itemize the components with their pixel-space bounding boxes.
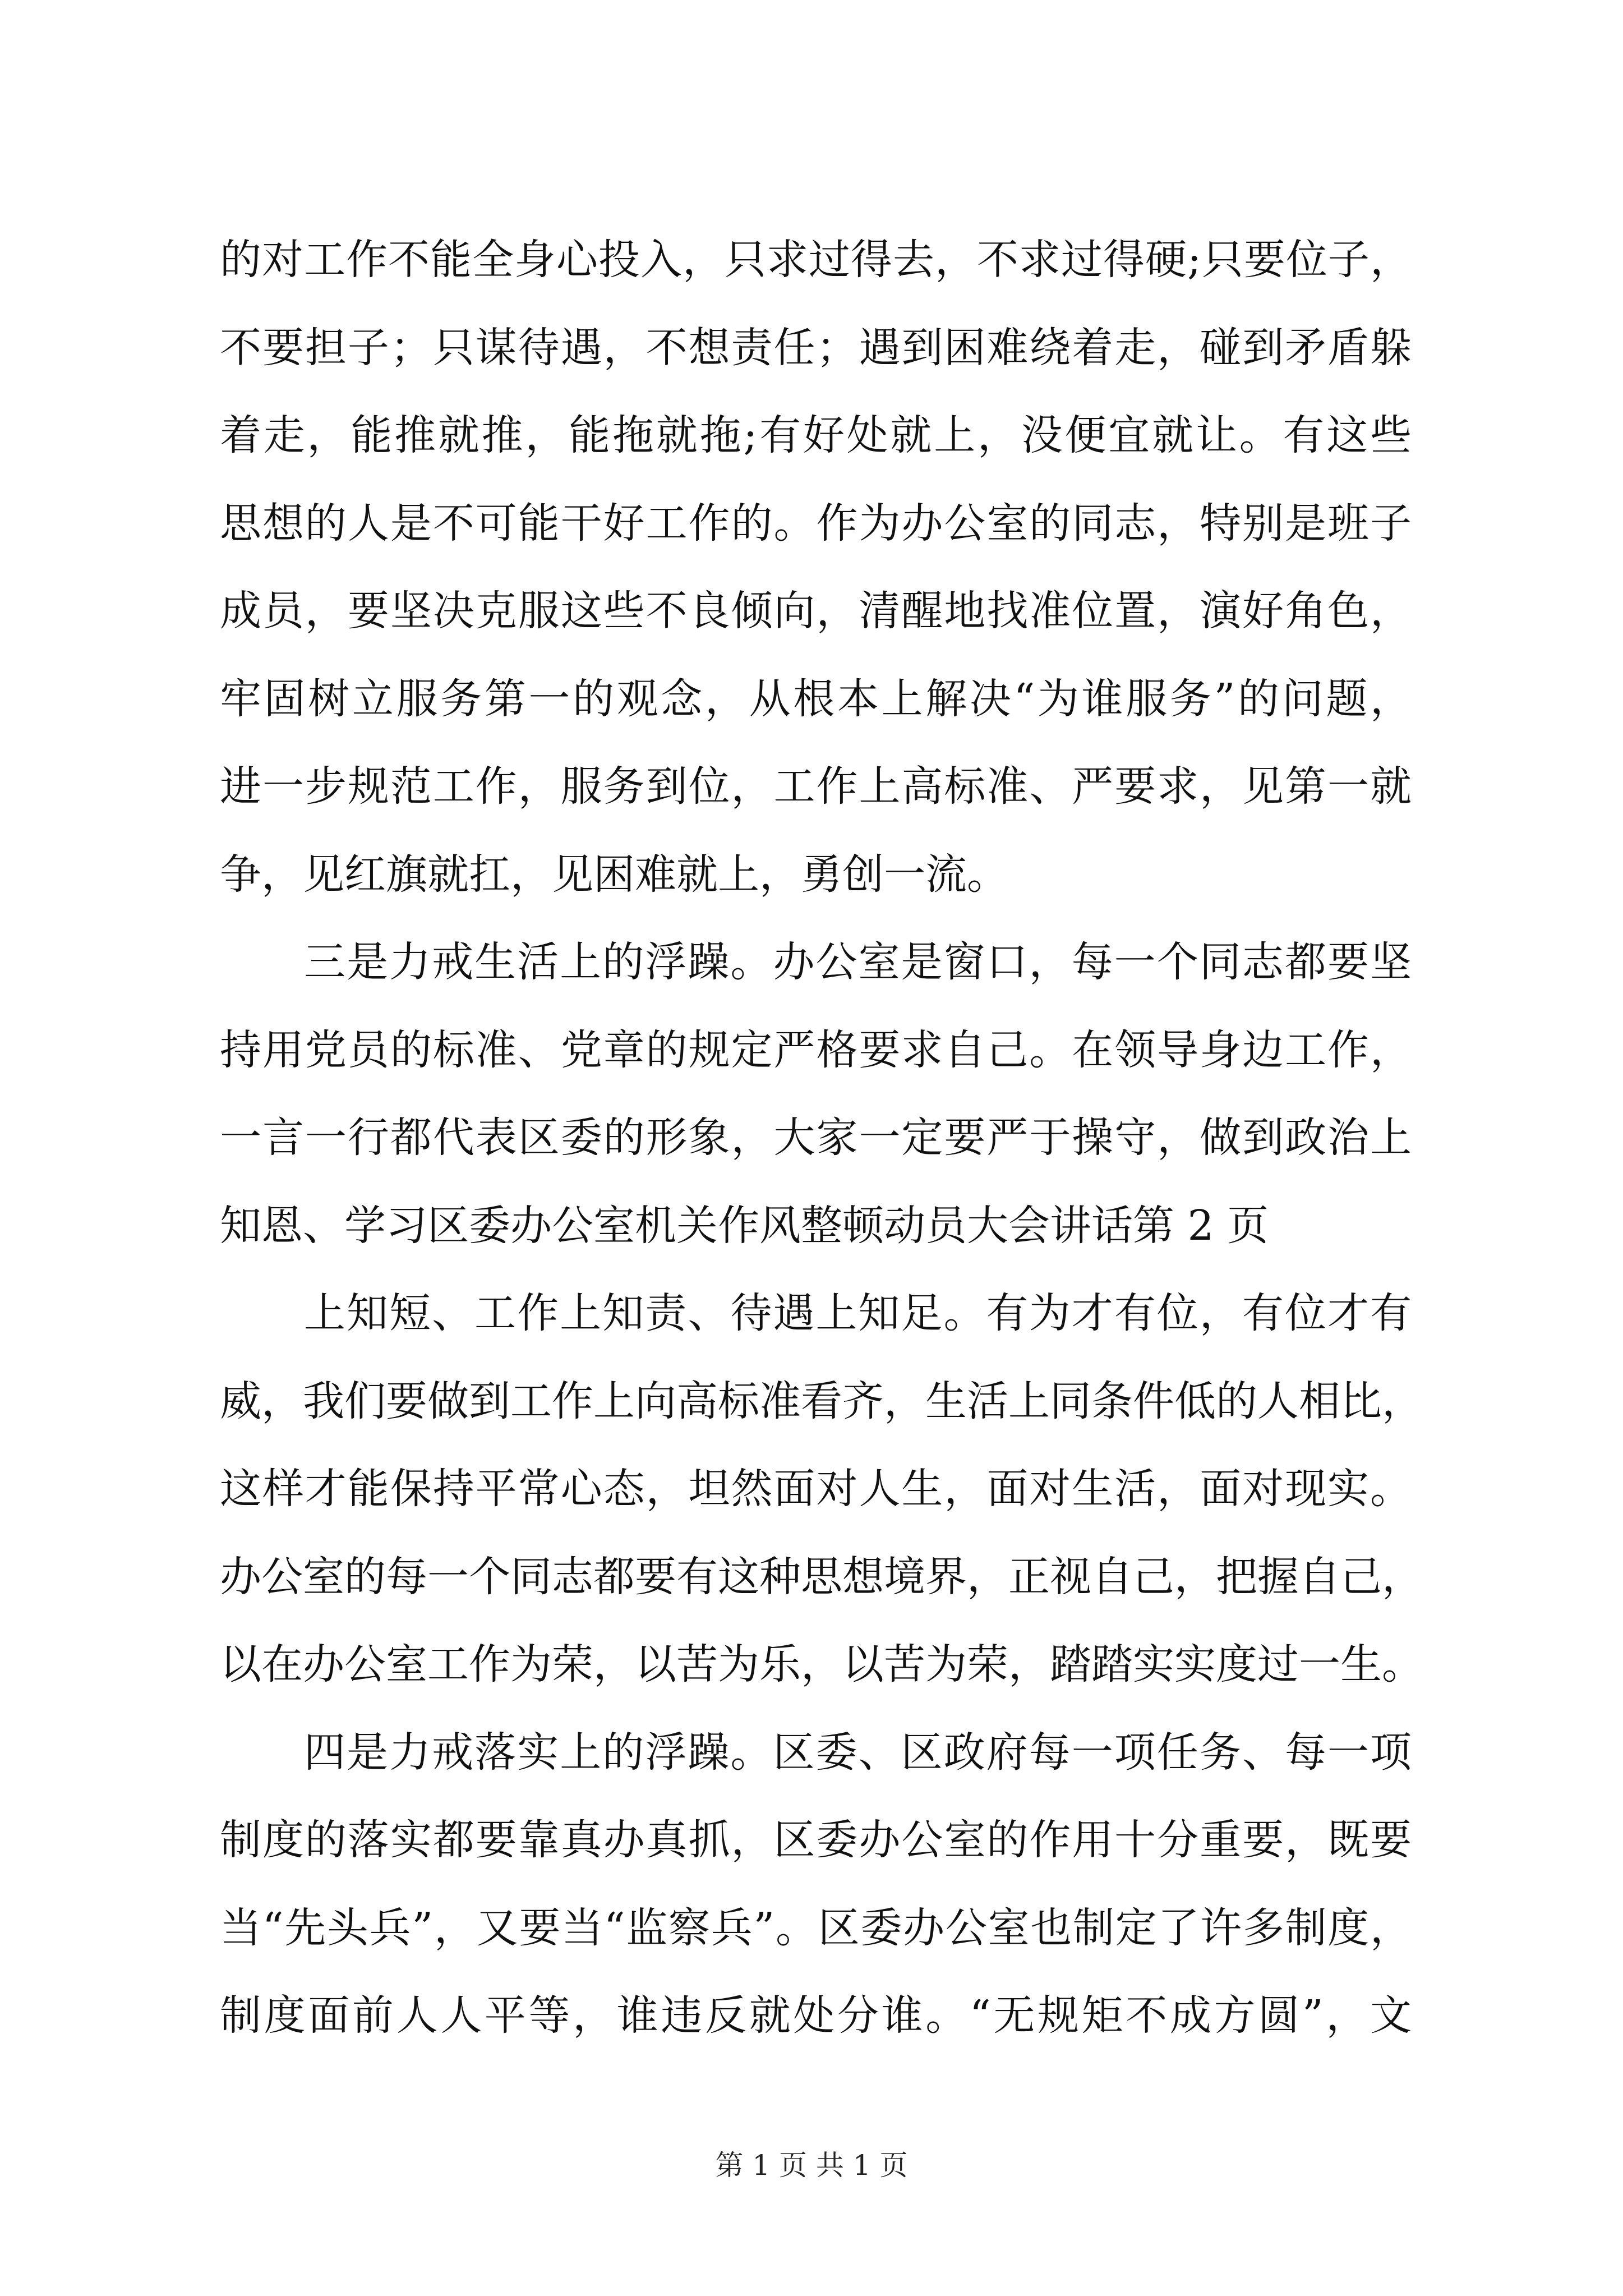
- text-line: 当“先头兵”，又要当“监察兵”。区委办公室也制定了许多制度，: [220, 1903, 1412, 1952]
- text-line: 成员，要坚决克服这些不良倾向，清醒地找准位置，演好角色，: [220, 587, 1412, 635]
- text-line: 持用党员的标准、党章的规定严格要求自己。在领导身边工作，: [220, 1025, 1412, 1074]
- text-line: 威，我们要做到工作上向高标准看齐，生活上同条件低的人相比，: [220, 1377, 1423, 1425]
- paragraph-start-line: 四是力戒落实上的浮躁。区委、区政府每一项任务、每一项: [304, 1728, 1412, 1777]
- document-body: [220, 216, 1423, 2060]
- paragraph-start-line: 三是力戒生活上的浮躁。办公室是窗口，每一个同志都要坚: [304, 938, 1412, 986]
- text-line: 这样才能保持平常心态，坦然面对人生，面对生活，面对现实。: [220, 1465, 1412, 1513]
- text-line: 争，见红旗就扛，见困难就上，勇创一流。: [220, 850, 1008, 899]
- text-line: 的对工作不能全身心投入，只求过得去，不求过得硬;只要位子，: [220, 236, 1412, 284]
- text-line: 牢固树立服务第一的观念，从根本上解决“为谁服务”的问题，: [220, 674, 1412, 723]
- text-line: 办公室的每一个同志都要有这种思想境界，正视自己，把握自己，: [220, 1552, 1423, 1601]
- text-line: 着走，能推就推，能拖就拖;有好处就上，没便宜就让。有这些: [220, 411, 1412, 459]
- text-line: 知恩、学习区委办公室机关作风整顿动员大会讲话第 2 页: [220, 1201, 1269, 1250]
- page-footer: 第 1 页 共 1 页: [715, 2149, 908, 2182]
- text-line: 制度面前人人平等，谁违反就处分谁。“无规矩不成方圆”，文: [220, 1991, 1412, 2040]
- paragraph-start-line: 上知短、工作上知责、待遇上知足。有为才有位，有位才有: [304, 1289, 1412, 1337]
- text-line: 进一步规范工作，服务到位，工作上高标准、严要求，见第一就: [220, 762, 1412, 811]
- text-line: 以在办公室工作为荣，以苦为乐，以苦为荣，踏踏实实度过一生。: [220, 1640, 1423, 1688]
- text-line: 制度的落实都要靠真办真抓，区委办公室的作用十分重要，既要: [220, 1816, 1412, 1864]
- text-line: 一言一行都代表区委的形象，大家一定要严于操守，做到政治上: [220, 1114, 1412, 1162]
- text-line: 思想的人是不可能干好工作的。作为办公室的同志，特别是班子: [220, 499, 1412, 547]
- text-line: 不要担子；只谋待遇，不想责任；遇到困难绕着走，碰到矛盾躲: [220, 323, 1412, 372]
